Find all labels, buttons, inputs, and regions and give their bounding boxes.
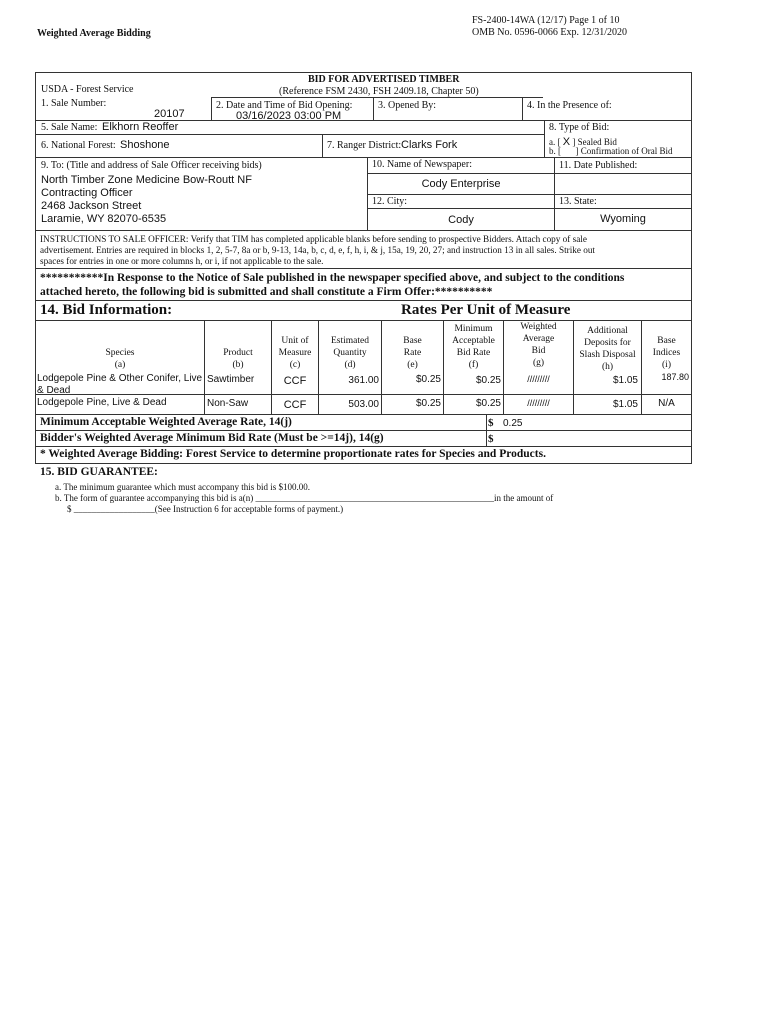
agency-label: USDA - Forest Service [41,84,134,95]
type-sealed-label: ] Sealed Bid [572,137,617,147]
col-header-line [205,335,271,347]
col-header-line: Slash Disposal [579,350,636,360]
min-rate-cell[interactable]: $0.25 [475,375,501,386]
type-oral-option[interactable] [549,146,672,156]
col-header-product [205,323,271,371]
sale-name-label: 5. Sale Name: [41,122,98,133]
state-value[interactable]: Wyoming [600,213,646,225]
min-wa-value[interactable]: 0.25 [503,418,523,429]
col-header-line: Rate [403,348,422,358]
bid-opening-value[interactable]: 03/16/2023 03:00 PM [236,110,342,122]
col-header-indices [642,323,691,371]
col-header-line: (a) [114,360,126,370]
sale-number-label: 1. Sale Number: [41,98,107,109]
col-header-min-rate [444,323,503,371]
col-header-line: Minimum [454,324,493,334]
city-value[interactable]: Cody [448,214,474,226]
newspaper-label: 10. Name of Newspaper: [372,159,472,170]
bidder-wa-dollar: $ [488,433,494,445]
type-sealed-mark: X [562,136,571,148]
col-header-line: Base [403,336,422,346]
bidder-wa-input[interactable] [500,431,680,445]
col-header-line: Species [105,348,135,358]
address-line: Contracting Officer [41,187,133,199]
slash-cell[interactable]: $1.05 [612,375,638,386]
guarantee-line-a: a. The minimum guarantee which must accompany this bid is $100.00. [55,482,311,492]
sale-number-value[interactable]: 20107 [154,108,185,120]
wab-cell[interactable]: ///////// [527,374,550,384]
col-header-line [382,323,443,335]
col-header-line: (c) [289,360,301,370]
min-wa-dollar: $ [488,417,494,429]
col-header-line: Base [657,336,676,346]
bid-guarantee-title: 15. BID GUARANTEE: [40,466,158,478]
type-oral-prefix: b. [ [549,146,561,156]
species-cell[interactable]: Lodgepole Pine, Live & Dead [37,397,167,408]
offer-line: attached hereto, the following bid is submitted and shall constitute a Firm Offer:********** [40,286,493,298]
bid-title: BID FOR ADVERTISED TIMBER [308,74,460,85]
indices-cell[interactable]: 187.80 [661,372,689,382]
date-published-label: 11. Date Published: [559,160,638,171]
col-header-line: Deposits for [584,338,631,348]
min-rate-cell[interactable]: $0.25 [475,398,501,409]
ranger-district-label: 7. Ranger District: [327,140,402,151]
rates-title: Rates Per Unit of Measure [401,302,571,318]
wab-cell[interactable]: ///////// [527,398,550,408]
presence-label: 4. In the Presence of: [527,100,612,111]
instructions-line: spaces for entries in one or more columns h, or i, if not applicable to the sale. [40,256,324,266]
omb-number: OMB No. 0596-0066 Exp. 12/31/2020 [472,27,627,38]
col-header-line: (f) [468,360,479,370]
instructions-line: advertisement. Entries are required in blocks 1, 2, 5-7, 8a or b, 9-13, 14a, b, c, d, e, f, h, i, & j, 15a, 19, 20, 27; and instruction 13 in all sales. Strike out [40,245,595,255]
col-header-line [205,323,271,335]
address-line: 2468 Jackson Street [41,200,142,212]
quantity-cell[interactable]: 361.00 [348,375,379,386]
newspaper-value[interactable]: Cody Enterprise [421,178,501,190]
bid-info-title: 14. Bid Information: [40,302,173,318]
col-header-wab [504,321,573,369]
bid-opening-label: 2. Date and Time of Bid Opening: [216,100,353,111]
col-header-line: Quantity [333,348,367,358]
species-cell[interactable]: Lodgepole Pine & Other Conifer, Live & Dead [37,373,203,396]
type-of-bid-label: 8. Type of Bid: [549,122,610,133]
to-label: 9. To: (Title and address of Sale Officer receiving bids) [41,160,262,171]
min-wa-label: Minimum Acceptable Weighted Average Rate, 14(j) [40,416,292,428]
base-rate-cell[interactable]: $0.25 [415,374,441,385]
type-sealed-prefix: a. [ [549,137,561,147]
product-cell[interactable]: Non-Saw [207,398,249,409]
col-header-line: Acceptable [452,336,495,346]
offer-line: ***********In Response to the Notice of Sale published in the newspaper specified above, and subject to the conditions [40,272,625,284]
col-header-line [36,335,204,347]
col-header-line: Average [522,334,555,344]
instructions-text [40,234,688,267]
page-title: Weighted Average Bidding [37,28,151,39]
col-header-line: Measure [278,348,312,358]
national-forest-value[interactable]: Shoshone [120,139,170,151]
opened-by-label: 3. Opened By: [378,100,437,111]
guarantee-line-c: $ __________________(See Instruction 6 for acceptable forms of payment.) [67,504,344,514]
unit-cell[interactable]: CCF [283,399,307,411]
indices-cell[interactable]: N/A [658,398,675,409]
sale-name-value[interactable]: Elkhorn Reoffer [102,121,179,133]
col-header-line: (e) [407,360,418,370]
product-cell[interactable]: Sawtimber [207,374,255,385]
base-rate-cell[interactable]: $0.25 [415,398,441,409]
col-header-line: (d) [344,360,356,370]
reference-text: (Reference FSM 2430, FSH 2409.18, Chapter 50) [279,86,479,97]
address-line: Laramie, WY 82070-6535 [41,213,167,225]
firm-offer-text [40,271,624,299]
instructions-line: INSTRUCTIONS TO SALE OFFICER: Verify that TIM has completed applicable blanks before sending to prospective Bidders. Attach copy of sale [40,234,587,244]
sale-officer-address[interactable] [41,174,252,226]
col-header-quantity [319,323,381,371]
form-number: FS-2400-14WA (12/17) Page 1 of 10 [472,15,620,26]
col-header-line: Indices [652,348,681,358]
address-line: North Timber Zone Medicine Bow-Routt NF [41,174,252,186]
city-label: 12. City: [372,196,408,207]
ranger-district-value[interactable]: Clarks Fork [401,139,458,151]
col-header-base-rate [382,323,443,371]
col-header-line [36,323,204,335]
col-header-line: (g) [532,358,545,368]
col-header-line: Bid Rate [456,348,491,358]
col-header-slash [574,325,641,373]
quantity-cell[interactable]: 503.00 [348,399,379,410]
col-header-line: (i) [662,360,671,370]
col-header-unit [272,323,318,371]
col-header-line [642,323,691,335]
national-forest-label: 6. National Forest: [41,140,116,151]
col-header-line: (h) [601,362,614,372]
col-header-line: Unit of [281,336,309,346]
col-header-line [319,323,381,335]
type-oral-label: ] Confirmation of Oral Bid [575,146,673,156]
state-label: 13. State: [559,196,597,207]
col-header-line: Weighted [520,322,557,332]
col-header-line: Bid [531,346,546,356]
bidder-wa-label: Bidder's Weighted Average Minimum Bid Rate (Must be >=14j), 14(g) [40,432,384,444]
col-header-line: (b) [232,360,244,370]
col-header-line: Additional [587,326,628,336]
weighted-average-footnote: * Weighted Average Bidding: Forest Service to determine proportionate rates for Species and Products. [40,448,546,460]
guarantee-line-b: b. The form of guarantee accompanying this bid is a(n) _____________________________________________________in the amount of [55,493,554,503]
unit-cell[interactable]: CCF [283,375,307,387]
col-header-line: Product [223,348,253,358]
slash-cell[interactable]: $1.05 [612,399,638,410]
col-header-line [272,323,318,335]
col-header-line: Estimated [331,336,369,346]
col-header-species [36,323,204,371]
